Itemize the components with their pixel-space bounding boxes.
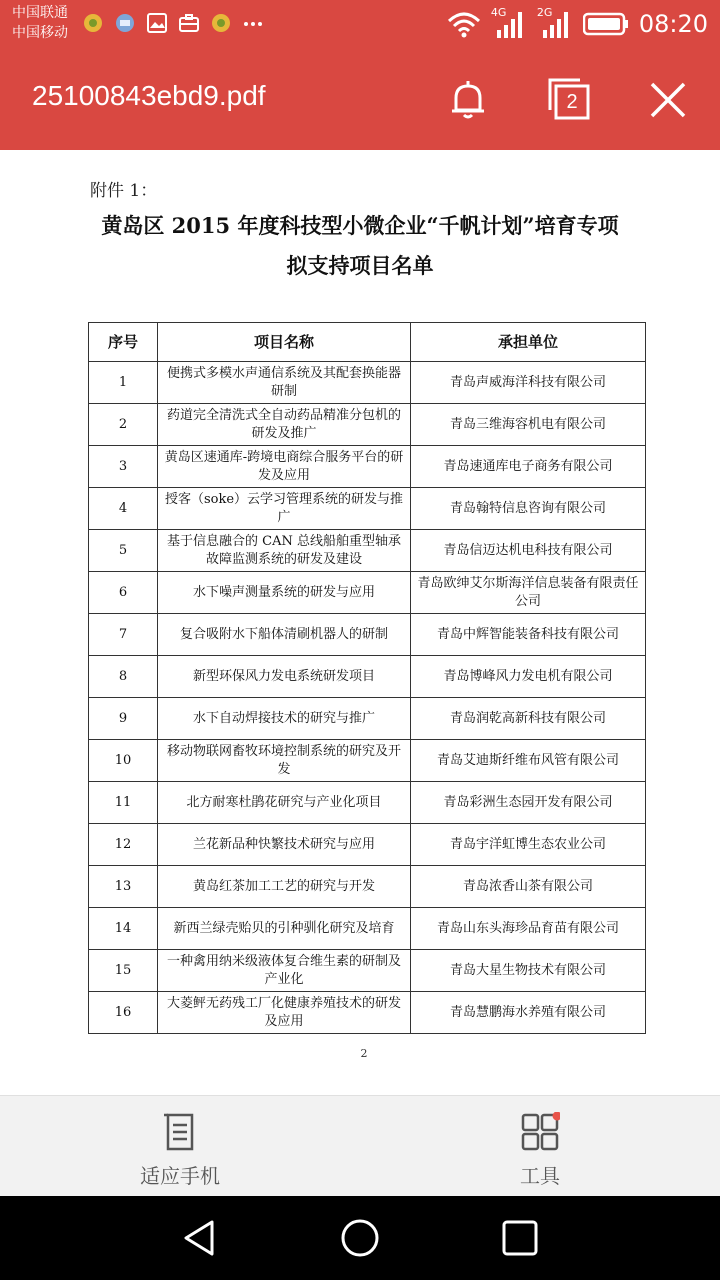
unit-name: 青岛三维海容机电有限公司 [411, 404, 646, 446]
unit-name: 青岛润乾高新科技有限公司 [411, 698, 646, 740]
unit-name: 青岛艾迪斯纤维布风管有限公司 [411, 740, 646, 782]
project-name: 兰花新品种快繁技术研究与应用 [158, 824, 411, 866]
project-name: 新型环保风力发电系统研发项目 [158, 656, 411, 698]
row-number: 8 [89, 656, 158, 698]
row-number: 4 [89, 488, 158, 530]
more-icon [242, 12, 264, 34]
unit-name: 青岛信迈达机电科技有限公司 [411, 530, 646, 572]
battery-icon [583, 11, 629, 37]
project-name: 授客（soke）云学习管理系统的研发与推广 [158, 488, 411, 530]
row-number: 5 [89, 530, 158, 572]
fit-phone-button[interactable] [80, 1096, 280, 1197]
system-nav-bar [0, 1196, 720, 1280]
row-number: 15 [89, 950, 158, 992]
page-number: 2 [360, 1047, 368, 1060]
table-row [89, 530, 646, 572]
image-icon [146, 12, 168, 34]
table-row [89, 614, 646, 656]
table-row [89, 656, 646, 698]
row-number: 7 [89, 614, 158, 656]
bottom-action-bar [0, 1095, 720, 1197]
table-row [89, 740, 646, 782]
carrier-info [12, 3, 68, 43]
row-number: 3 [89, 446, 158, 488]
project-table [88, 322, 646, 1034]
unit-name: 青岛宇洋虹博生态农业公司 [411, 824, 646, 866]
document-icon [160, 1112, 200, 1152]
project-name: 移动物联网畜牧环境控制系统的研究及开发 [158, 740, 411, 782]
document-heading-line2: 拟支持项目名单 [286, 253, 434, 278]
row-number: 1 [89, 362, 158, 404]
unit-name: 青岛翰特信息咨询有限公司 [411, 488, 646, 530]
column-header-project: 项目名称 [158, 323, 411, 362]
unit-name: 青岛中辉智能装备科技有限公司 [411, 614, 646, 656]
column-header-unit: 承担单位 [411, 323, 646, 362]
app-toolbar [0, 50, 720, 150]
unit-name: 青岛浓香山茶有限公司 [411, 866, 646, 908]
notification-icons [82, 12, 264, 34]
grid-tools-icon [520, 1112, 560, 1152]
unit-name: 青岛速通库电子商务有限公司 [411, 446, 646, 488]
home-icon[interactable] [340, 1218, 380, 1258]
table-row [89, 782, 646, 824]
column-header-number: 序号 [89, 323, 158, 362]
project-name: 水下噪声测量系统的研发与应用 [158, 572, 411, 614]
row-number: 10 [89, 740, 158, 782]
document-heading-line1: 黄岛区 2015 年度科技型小微企业“千帆计划”培育专项 [101, 213, 619, 238]
table-row [89, 950, 646, 992]
project-name: 黄岛红茶加工工艺的研究与开发 [158, 866, 411, 908]
table-row [89, 404, 646, 446]
app-notification-icon [82, 12, 104, 34]
close-icon[interactable] [648, 80, 688, 120]
briefcase-icon [178, 12, 200, 34]
unit-name: 青岛欧绅艾尔斯海洋信息装备有限责任公司 [411, 572, 646, 614]
table-row [89, 698, 646, 740]
pdf-page[interactable] [0, 150, 720, 1095]
table-row [89, 866, 646, 908]
row-number: 11 [89, 782, 158, 824]
wifi-icon [447, 9, 481, 39]
system-status [447, 8, 708, 40]
unit-name: 青岛慧鹏海水养殖有限公司 [411, 992, 646, 1034]
row-number: 6 [89, 572, 158, 614]
carrier-1: 中国联通 [12, 5, 68, 21]
page-count: 2 [566, 90, 578, 113]
row-number: 9 [89, 698, 158, 740]
project-name: 水下自动焊接技术的研究与推广 [158, 698, 411, 740]
unit-name: 青岛博峰风力发电机有限公司 [411, 656, 646, 698]
project-name: 便携式多模水声通信系统及其配套换能器研制 [158, 362, 411, 404]
fit-phone-label: 适应手机 [140, 1164, 220, 1188]
table-header-row [89, 323, 646, 362]
project-name: 药道完全清洗式全自动药品精准分包机的研发及推广 [158, 404, 411, 446]
table-row [89, 446, 646, 488]
table-row [89, 572, 646, 614]
notification-dot [553, 1112, 561, 1121]
app-notification-icon [210, 12, 232, 34]
row-number: 12 [89, 824, 158, 866]
project-name: 新西兰绿壳贻贝的引种驯化研究及培育 [158, 908, 411, 950]
table-row [89, 824, 646, 866]
unit-name: 青岛声威海洋科技有限公司 [411, 362, 646, 404]
table-row [89, 992, 646, 1034]
carrier-2: 中国移动 [12, 25, 68, 41]
project-name: 一种禽用纳米级液体复合维生素的研制及产业化 [158, 950, 411, 992]
unit-name: 青岛山东头海珍品育苗有限公司 [411, 908, 646, 950]
bell-icon[interactable] [446, 78, 490, 122]
table-row [89, 362, 646, 404]
page-switcher-button[interactable] [546, 76, 592, 122]
attachment-label: 附件 1： [90, 181, 158, 201]
status-bar [0, 0, 720, 50]
row-number: 16 [89, 992, 158, 1034]
table-row [89, 488, 646, 530]
project-name: 北方耐寒杜鹃花研究与产业化项目 [158, 782, 411, 824]
app-notification-icon [114, 12, 136, 34]
project-name: 基于信息融合的 CAN 总线船舶重型轴承故障监测系统的研发及建设 [158, 530, 411, 572]
row-number: 13 [89, 866, 158, 908]
table-row [89, 908, 646, 950]
project-name: 复合吸附水下船体清刷机器人的研制 [158, 614, 411, 656]
tools-button[interactable] [440, 1096, 640, 1197]
recents-icon[interactable] [500, 1218, 540, 1258]
project-name: 黄岛区速通库-跨境电商综合服务平台的研发及应用 [158, 446, 411, 488]
clock: 08:20 [638, 10, 708, 38]
row-number: 14 [89, 908, 158, 950]
row-number: 2 [89, 404, 158, 446]
unit-name: 青岛彩洲生态园开发有限公司 [411, 782, 646, 824]
project-name: 大菱鲆无药残工厂化健康养殖技术的研发及应用 [158, 992, 411, 1034]
signal-2g-icon: 2G [537, 8, 573, 40]
tools-label: 工具 [520, 1164, 560, 1188]
unit-name: 青岛大星生物技术有限公司 [411, 950, 646, 992]
signal-4g-icon: 4G [491, 8, 527, 40]
document-title: 25100843ebd9.pdf [32, 80, 266, 111]
back-icon[interactable] [180, 1218, 220, 1258]
